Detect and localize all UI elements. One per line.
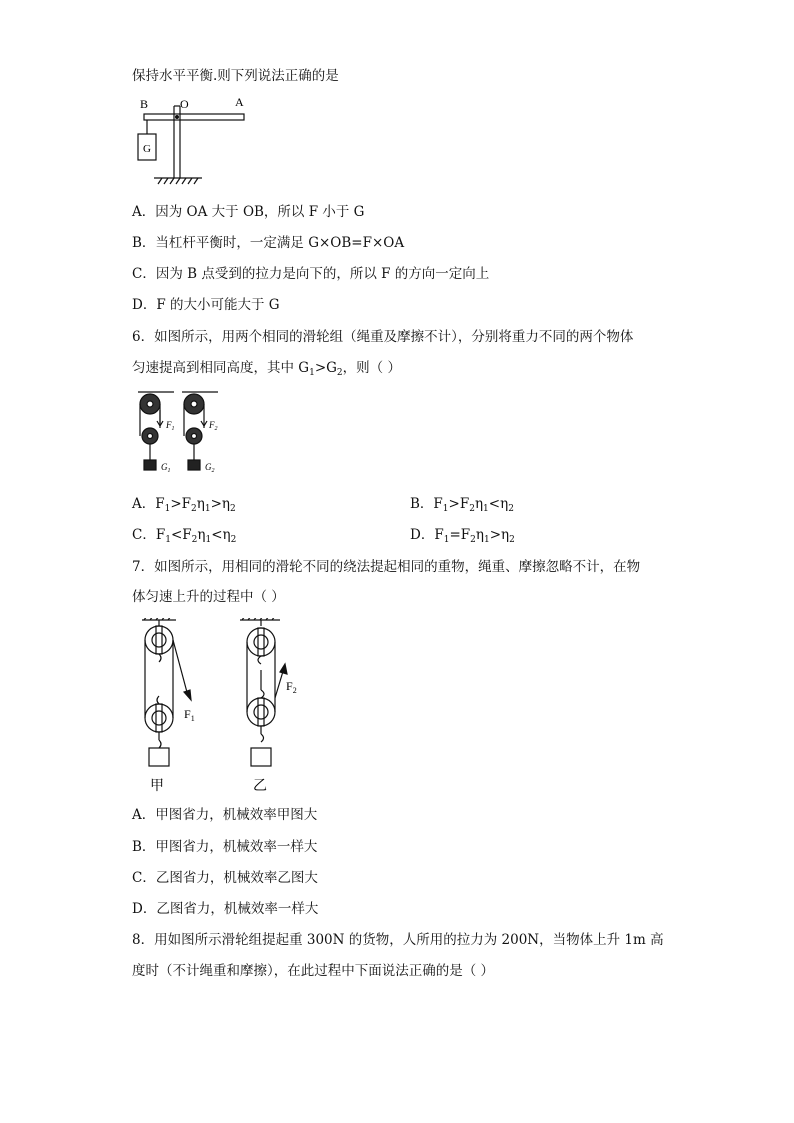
intro-text: 保持水平平衡.则下列说法正确的是: [132, 68, 339, 84]
label-b: B: [140, 97, 149, 111]
q7-fig-yi: 乙: [253, 778, 267, 794]
q8-stem-line1: 8．用如图所示滑轮组提起重 300N 的货物，人所用的拉力为 200N，当物体上升 1m 高: [132, 932, 664, 948]
q5-option-c: C．因为 B 点受到的拉力是向下的，所以 F 的方向一定向上: [132, 266, 490, 282]
label-a: A: [235, 95, 244, 109]
label-o: O: [180, 97, 189, 111]
q6-pulley-figure: [134, 390, 234, 482]
q6-fig-f1: $F_1$: [166, 420, 175, 432]
q5-option-b: B．当杠杆平衡时，一定满足 G×OB=F×OA: [132, 235, 405, 251]
q6-option-c: C．$F_1<F_2\eta_1<\eta_2$: [132, 527, 237, 545]
q7-pulley-figure: [136, 618, 316, 796]
q6-stem-line1: 6．如图所示，用两个相同的滑轮组（绳重及摩擦不计），分别将重力不同的两个物体: [132, 329, 634, 345]
q8-stem-line2: 度时（不计绳重和摩擦），在此过程中下面说法正确的是（ ）: [132, 963, 495, 979]
q5-option-a: A．因为 OA 大于 OB，所以 F 小于 G: [132, 204, 365, 220]
label-g: G: [143, 143, 151, 155]
q6-option-a: A．$F_1>F_2\eta_1>\eta_2$: [132, 496, 236, 514]
q6-option-b: B．$F_1>F_2\eta_1<\eta_2$: [410, 496, 514, 514]
q7-option-a: A．甲图省力，机械效率甲图大: [132, 807, 318, 823]
q7-fig-jia: 甲: [150, 778, 164, 794]
q7-fig-f2: $F_2$: [286, 679, 297, 695]
q7-fig-f1: $F_1$: [184, 707, 195, 723]
q6-fig-g1: $G_1$: [161, 462, 171, 474]
lever-figure: [134, 94, 250, 186]
q5-option-d: D．F 的大小可能大于 G: [132, 297, 280, 313]
q6-fig-g2: $G_2$: [205, 462, 215, 474]
q6-fig-f2: $F_2$: [209, 420, 218, 432]
q7-stem-line2: 体匀速上升的过程中（ ）: [132, 589, 285, 605]
q6-option-d: D．$F_1=F_2\eta_1>\eta_2$: [410, 527, 515, 545]
q7-stem-line1: 7．如图所示，用相同的滑轮不同的绕法提起相同的重物，绳重、摩擦忽略不计，在物: [132, 559, 641, 575]
q7-option-c: C．乙图省力，机械效率乙图大: [132, 870, 318, 886]
q7-option-b: B．甲图省力，机械效率一样大: [132, 839, 318, 855]
q7-option-d: D．乙图省力，机械效率一样大: [132, 901, 319, 917]
q6-stem-line2: 匀速提高到相同高度，其中 $G_1>G_2$，则（ ）: [132, 360, 401, 378]
